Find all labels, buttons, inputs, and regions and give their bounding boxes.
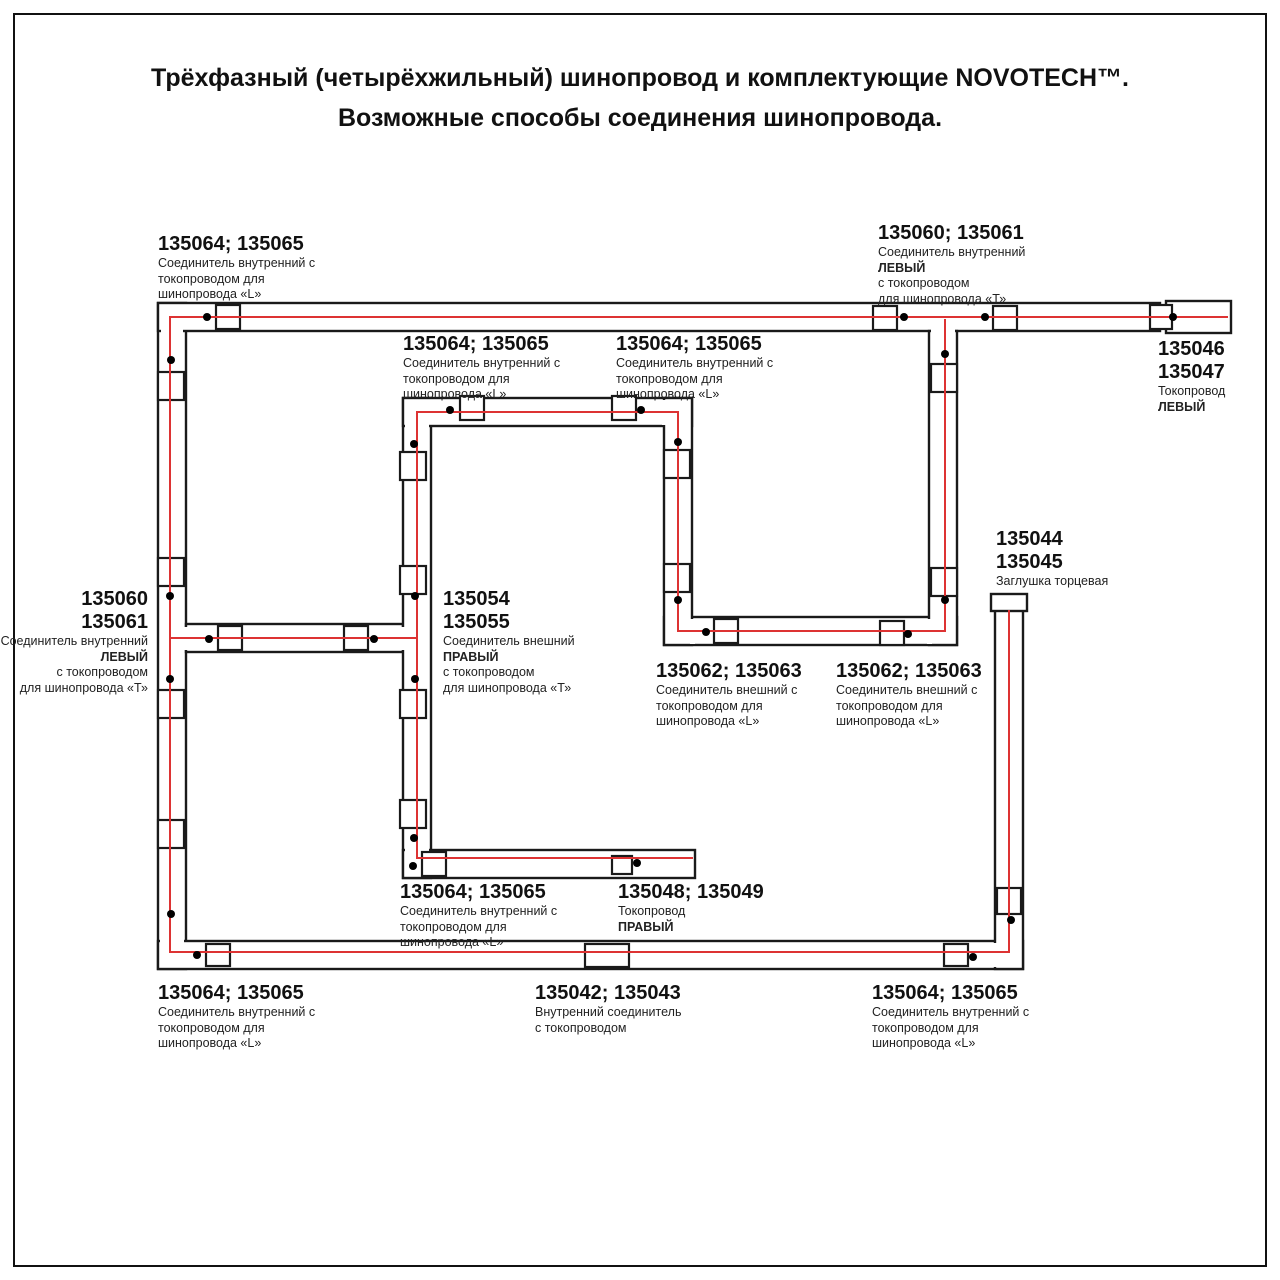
connector-box — [206, 944, 230, 966]
junction-dot — [941, 596, 949, 604]
part-numbers: 135064; 135065 — [872, 982, 1018, 1004]
part-numbers: 135060; 135061 — [878, 222, 1024, 244]
part-desc: Соединитель внешний с — [656, 683, 798, 697]
junction-dot — [900, 313, 908, 321]
part-desc: Соединитель внешний — [443, 634, 575, 648]
connector-box — [422, 852, 446, 876]
junction-dot — [167, 356, 175, 364]
junction-dot — [193, 951, 201, 959]
page-title-line2: Возможные способы соединения шинопровода. — [337, 104, 943, 132]
junction-dot — [411, 675, 419, 683]
part-desc: ПРАВЫЙ — [443, 649, 499, 664]
page-title-line1: Трёхфазный (четырёхжильный) шинопровод и комплектующие NOVOTECH™. — [151, 64, 1129, 92]
part-desc: Соединитель внутренний с — [400, 904, 558, 918]
part-desc: для шинопровода «Т» — [19, 680, 148, 695]
part-desc: Соединитель внешний с — [836, 683, 978, 697]
opening — [993, 943, 998, 967]
connector-box — [944, 944, 968, 966]
connector-box — [612, 396, 636, 420]
part-desc: токопроводом для — [158, 271, 265, 286]
part-desc: шинопровода «L» — [616, 387, 720, 401]
part-numbers: 135044 — [996, 528, 1063, 550]
part-numbers: 135062; 135063 — [836, 660, 982, 682]
part-desc: ЛЕВЫЙ — [1158, 399, 1206, 414]
junction-dot — [203, 313, 211, 321]
opening — [161, 329, 183, 334]
part-desc: с токопроводом — [443, 665, 535, 679]
junction-dot — [409, 862, 417, 870]
connector-box — [400, 452, 426, 480]
junction-dot — [674, 438, 682, 446]
junction-dot — [633, 859, 641, 867]
end-cap-piece — [991, 594, 1027, 611]
junction-dot — [1007, 916, 1015, 924]
part-desc: с токопроводом — [56, 665, 148, 679]
part-desc: токопроводом для — [403, 371, 510, 386]
part-numbers: 135064; 135065 — [158, 233, 304, 255]
part-desc: шинопровода «L» — [158, 287, 262, 301]
part-desc: шинопровода «L» — [158, 1036, 262, 1050]
part-numbers: 135046 — [1158, 338, 1225, 360]
connector-box — [400, 690, 426, 718]
junction-dot — [674, 596, 682, 604]
part-desc: для шинопровода «Т» — [878, 291, 1007, 306]
connector-box — [880, 621, 904, 645]
part-numbers: 135045 — [996, 551, 1063, 573]
opening — [931, 329, 955, 334]
junction-dot — [981, 313, 989, 321]
part-desc: Соединитель внутренний с — [616, 356, 774, 370]
part-numbers: 135064; 135065 — [616, 333, 762, 355]
part-desc: токопроводом для — [158, 1020, 265, 1035]
part-desc: токопроводом для — [656, 698, 763, 713]
junction-dot — [410, 834, 418, 842]
junction-dot — [702, 628, 710, 636]
part-numbers: 135054 — [443, 588, 510, 610]
part-desc: Соединитель внутренний с — [403, 356, 561, 370]
part-desc: шинопровода «L» — [872, 1036, 976, 1050]
part-desc: токопроводом для — [400, 919, 507, 934]
part-desc: Соединитель внутренний с — [872, 1005, 1030, 1019]
junction-dot — [167, 910, 175, 918]
part-desc: Внутренний соединитель — [535, 1005, 682, 1019]
junction-dot — [904, 630, 912, 638]
part-desc: шинопровода «L» — [400, 935, 504, 949]
connector-box — [585, 944, 629, 967]
part-desc: Соединитель внутренний — [878, 245, 1026, 259]
part-desc: шинопровода «L» — [656, 714, 760, 728]
part-desc: токопроводом для — [872, 1020, 979, 1035]
part-desc: ЛЕВЫЙ — [100, 649, 148, 664]
part-desc: Соединитель внутренний с — [158, 1005, 316, 1019]
part-numbers: 135064; 135065 — [403, 333, 549, 355]
junction-dot — [446, 406, 454, 414]
part-desc: шинопровода «L» — [836, 714, 940, 728]
part-desc: Соединитель внутренний — [0, 634, 148, 648]
part-desc: шинопровода «L» — [403, 387, 507, 401]
part-numbers: 135048; 135049 — [618, 881, 764, 903]
part-numbers: 135055 — [443, 611, 510, 633]
part-desc: Заглушка торцевая — [996, 574, 1109, 588]
junction-dot — [166, 592, 174, 600]
connector-box — [400, 566, 426, 594]
part-desc: Токопровод — [618, 904, 686, 918]
part-desc: ПРАВЫЙ — [618, 919, 674, 934]
part-desc: с токопроводом — [535, 1020, 627, 1035]
part-desc: ЛЕВЫЙ — [878, 260, 926, 275]
part-numbers: 135064; 135065 — [158, 982, 304, 1004]
part-desc: для шинопровода «Т» — [443, 680, 572, 695]
junction-dot — [941, 350, 949, 358]
part-desc: с токопроводом — [878, 276, 970, 290]
part-desc: токопроводом для — [836, 698, 943, 713]
junction-dot — [1169, 313, 1177, 321]
junction-dot — [166, 675, 174, 683]
junction-dot — [637, 406, 645, 414]
junction-dot — [370, 635, 378, 643]
track-left-vertical — [158, 303, 186, 969]
part-numbers: 135064; 135065 — [400, 881, 546, 903]
part-desc: Токопровод — [1158, 384, 1226, 398]
opening — [160, 939, 184, 944]
junction-dot — [411, 592, 419, 600]
junction-dot — [969, 953, 977, 961]
connector-box — [400, 800, 426, 828]
junction-dot — [205, 635, 213, 643]
part-numbers: 135047 — [1158, 361, 1225, 383]
part-numbers: 135060 — [81, 588, 148, 610]
part-numbers: 135062; 135063 — [656, 660, 802, 682]
part-numbers: 135042; 135043 — [535, 982, 681, 1004]
part-desc: Соединитель внутренний с — [158, 256, 316, 270]
part-numbers: 135061 — [81, 611, 148, 633]
connector-box — [460, 396, 484, 420]
part-desc: токопроводом для — [616, 371, 723, 386]
junction-dot — [410, 440, 418, 448]
